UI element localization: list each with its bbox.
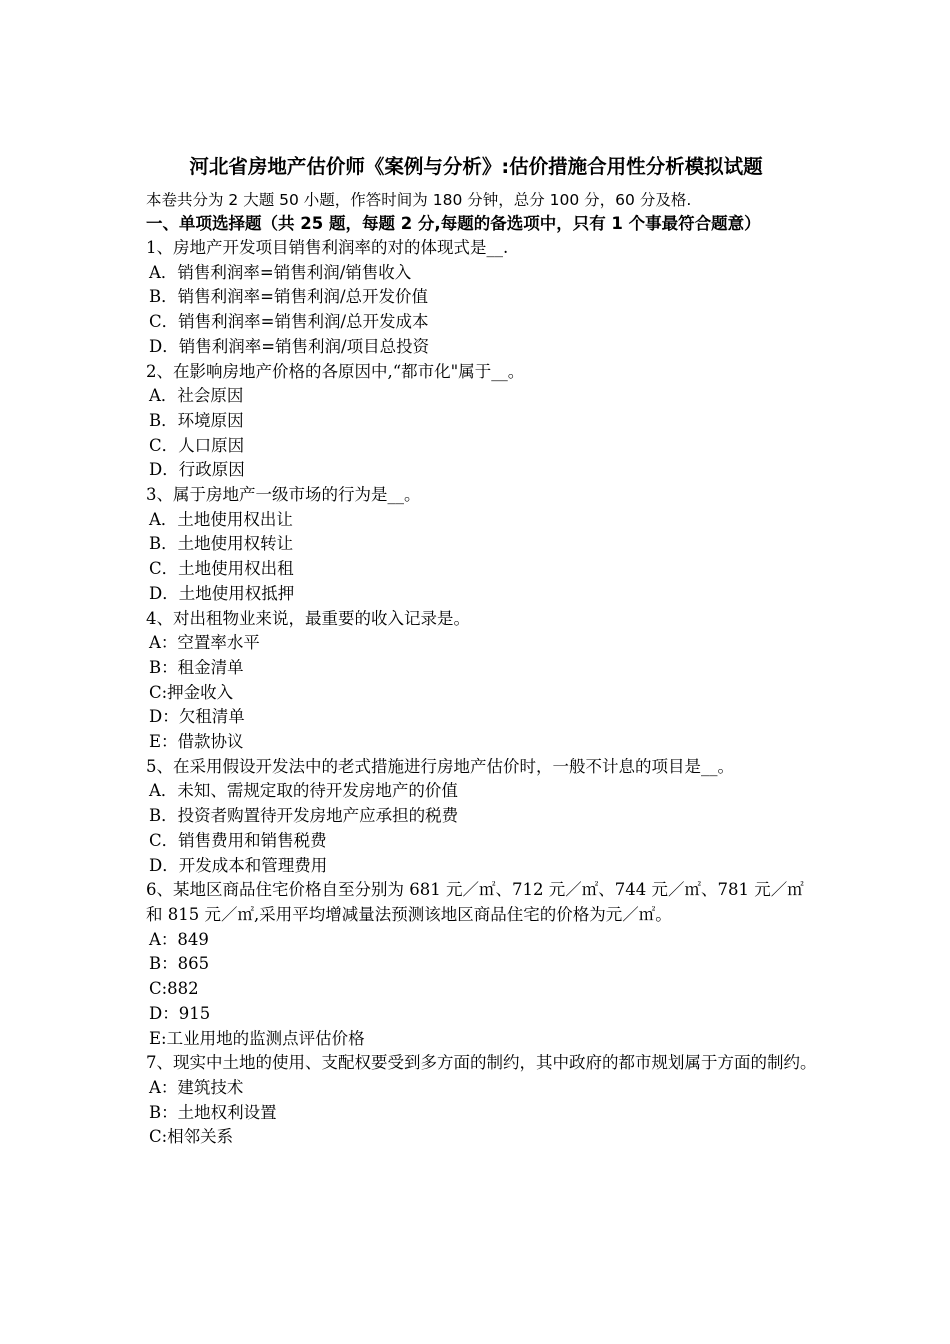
answer-option: D．开发成本和管理费用 — [149, 855, 328, 875]
answer-option: B．销售利润率=销售利润/总开发价值 — [149, 287, 429, 307]
answer-option: B．环境原因 — [149, 410, 244, 430]
answer-option: C:相邻关系 — [149, 1127, 234, 1147]
question-5 — [146, 755, 818, 879]
question-text: 4、对出租物业来说，最重要的收入记录是。 — [146, 608, 470, 628]
answer-option: A．未知、需规定取的待开发房地产的价值 — [149, 781, 458, 801]
answer-option: A：建筑技术 — [149, 1077, 244, 1097]
document-title: 河北省房地产估价师《案例与分析》:估价措施合用性分析模拟试题 — [189, 155, 763, 178]
answer-option: E：借款协议 — [149, 732, 244, 752]
question-text: 7、现实中土地的使用、支配权要受到多方面的制约，其中政府的都市规划属于方面的制约。 — [146, 1053, 817, 1073]
answer-option: C．销售利润率=销售利润/总开发成本 — [149, 312, 429, 332]
question-3 — [146, 483, 818, 607]
answer-option: A．销售利润率=销售利润/销售收入 — [149, 262, 412, 282]
section-heading: 一、单项选择题（共 25 题，每题 2 分,每题的备选项中，只有 1 个事最符合题意） — [146, 214, 761, 233]
answer-option: A．社会原因 — [149, 386, 244, 406]
question-4 — [146, 607, 818, 755]
answer-option: D．土地使用权抵押 — [149, 583, 295, 603]
answer-option: C:押金收入 — [149, 682, 234, 702]
question-2 — [146, 360, 818, 484]
question-text: 5、在采用假设开发法中的老式措施进行房地产估价时，一般不计息的项目是__。 — [146, 756, 734, 776]
answer-option: C．人口原因 — [149, 435, 245, 455]
question-text: 6、某地区商品住宅价格自至分别为 681 元／㎡、712 元／㎡、744 元／㎡、781 元／㎡和 815 元／㎡,采用平均增减量法预测该地区商品住宅的价格为元／㎡。 — [146, 880, 804, 924]
question-text: 2、在影响房地产价格的各原因中,“都市化"属于__。 — [146, 361, 525, 381]
answer-option: D：欠租清单 — [149, 707, 245, 727]
answer-option: A．土地使用权出让 — [149, 509, 293, 529]
answer-option: C．销售费用和销售税费 — [149, 830, 327, 850]
exam-intro: 本卷共分为 2 大题 50 小题，作答时间为 180 分钟，总分 100 分，60 分及格. — [146, 191, 692, 209]
answer-option: B：土地权利设置 — [149, 1102, 277, 1122]
document-page — [146, 150, 818, 1150]
answer-option: B．投资者购置待开发房地产应承担的税费 — [149, 806, 459, 826]
answer-option: E:工业用地的监测点评估价格 — [149, 1028, 365, 1048]
question-list — [146, 236, 818, 1150]
answer-option: A：849 — [149, 929, 209, 949]
answer-option: D．行政原因 — [149, 460, 245, 480]
answer-option: C．土地使用权出租 — [149, 559, 294, 579]
answer-option: A：空置率水平 — [149, 633, 260, 653]
answer-option: C:882 — [149, 979, 199, 999]
question-text: 1、房地产开发项目销售利润率的对的体现式是__. — [146, 238, 509, 257]
answer-option: B：租金清单 — [149, 657, 244, 677]
answer-option: D：915 — [149, 1003, 211, 1023]
question-text: 3、属于房地产一级市场的行为是__。 — [146, 485, 421, 505]
answer-option: B．土地使用权转让 — [149, 534, 294, 554]
question-7 — [146, 1051, 818, 1150]
answer-option: D．销售利润率=销售利润/项目总投资 — [149, 336, 430, 356]
question-1 — [146, 236, 818, 360]
answer-option: B：865 — [149, 954, 210, 974]
question-6 — [146, 878, 818, 1051]
